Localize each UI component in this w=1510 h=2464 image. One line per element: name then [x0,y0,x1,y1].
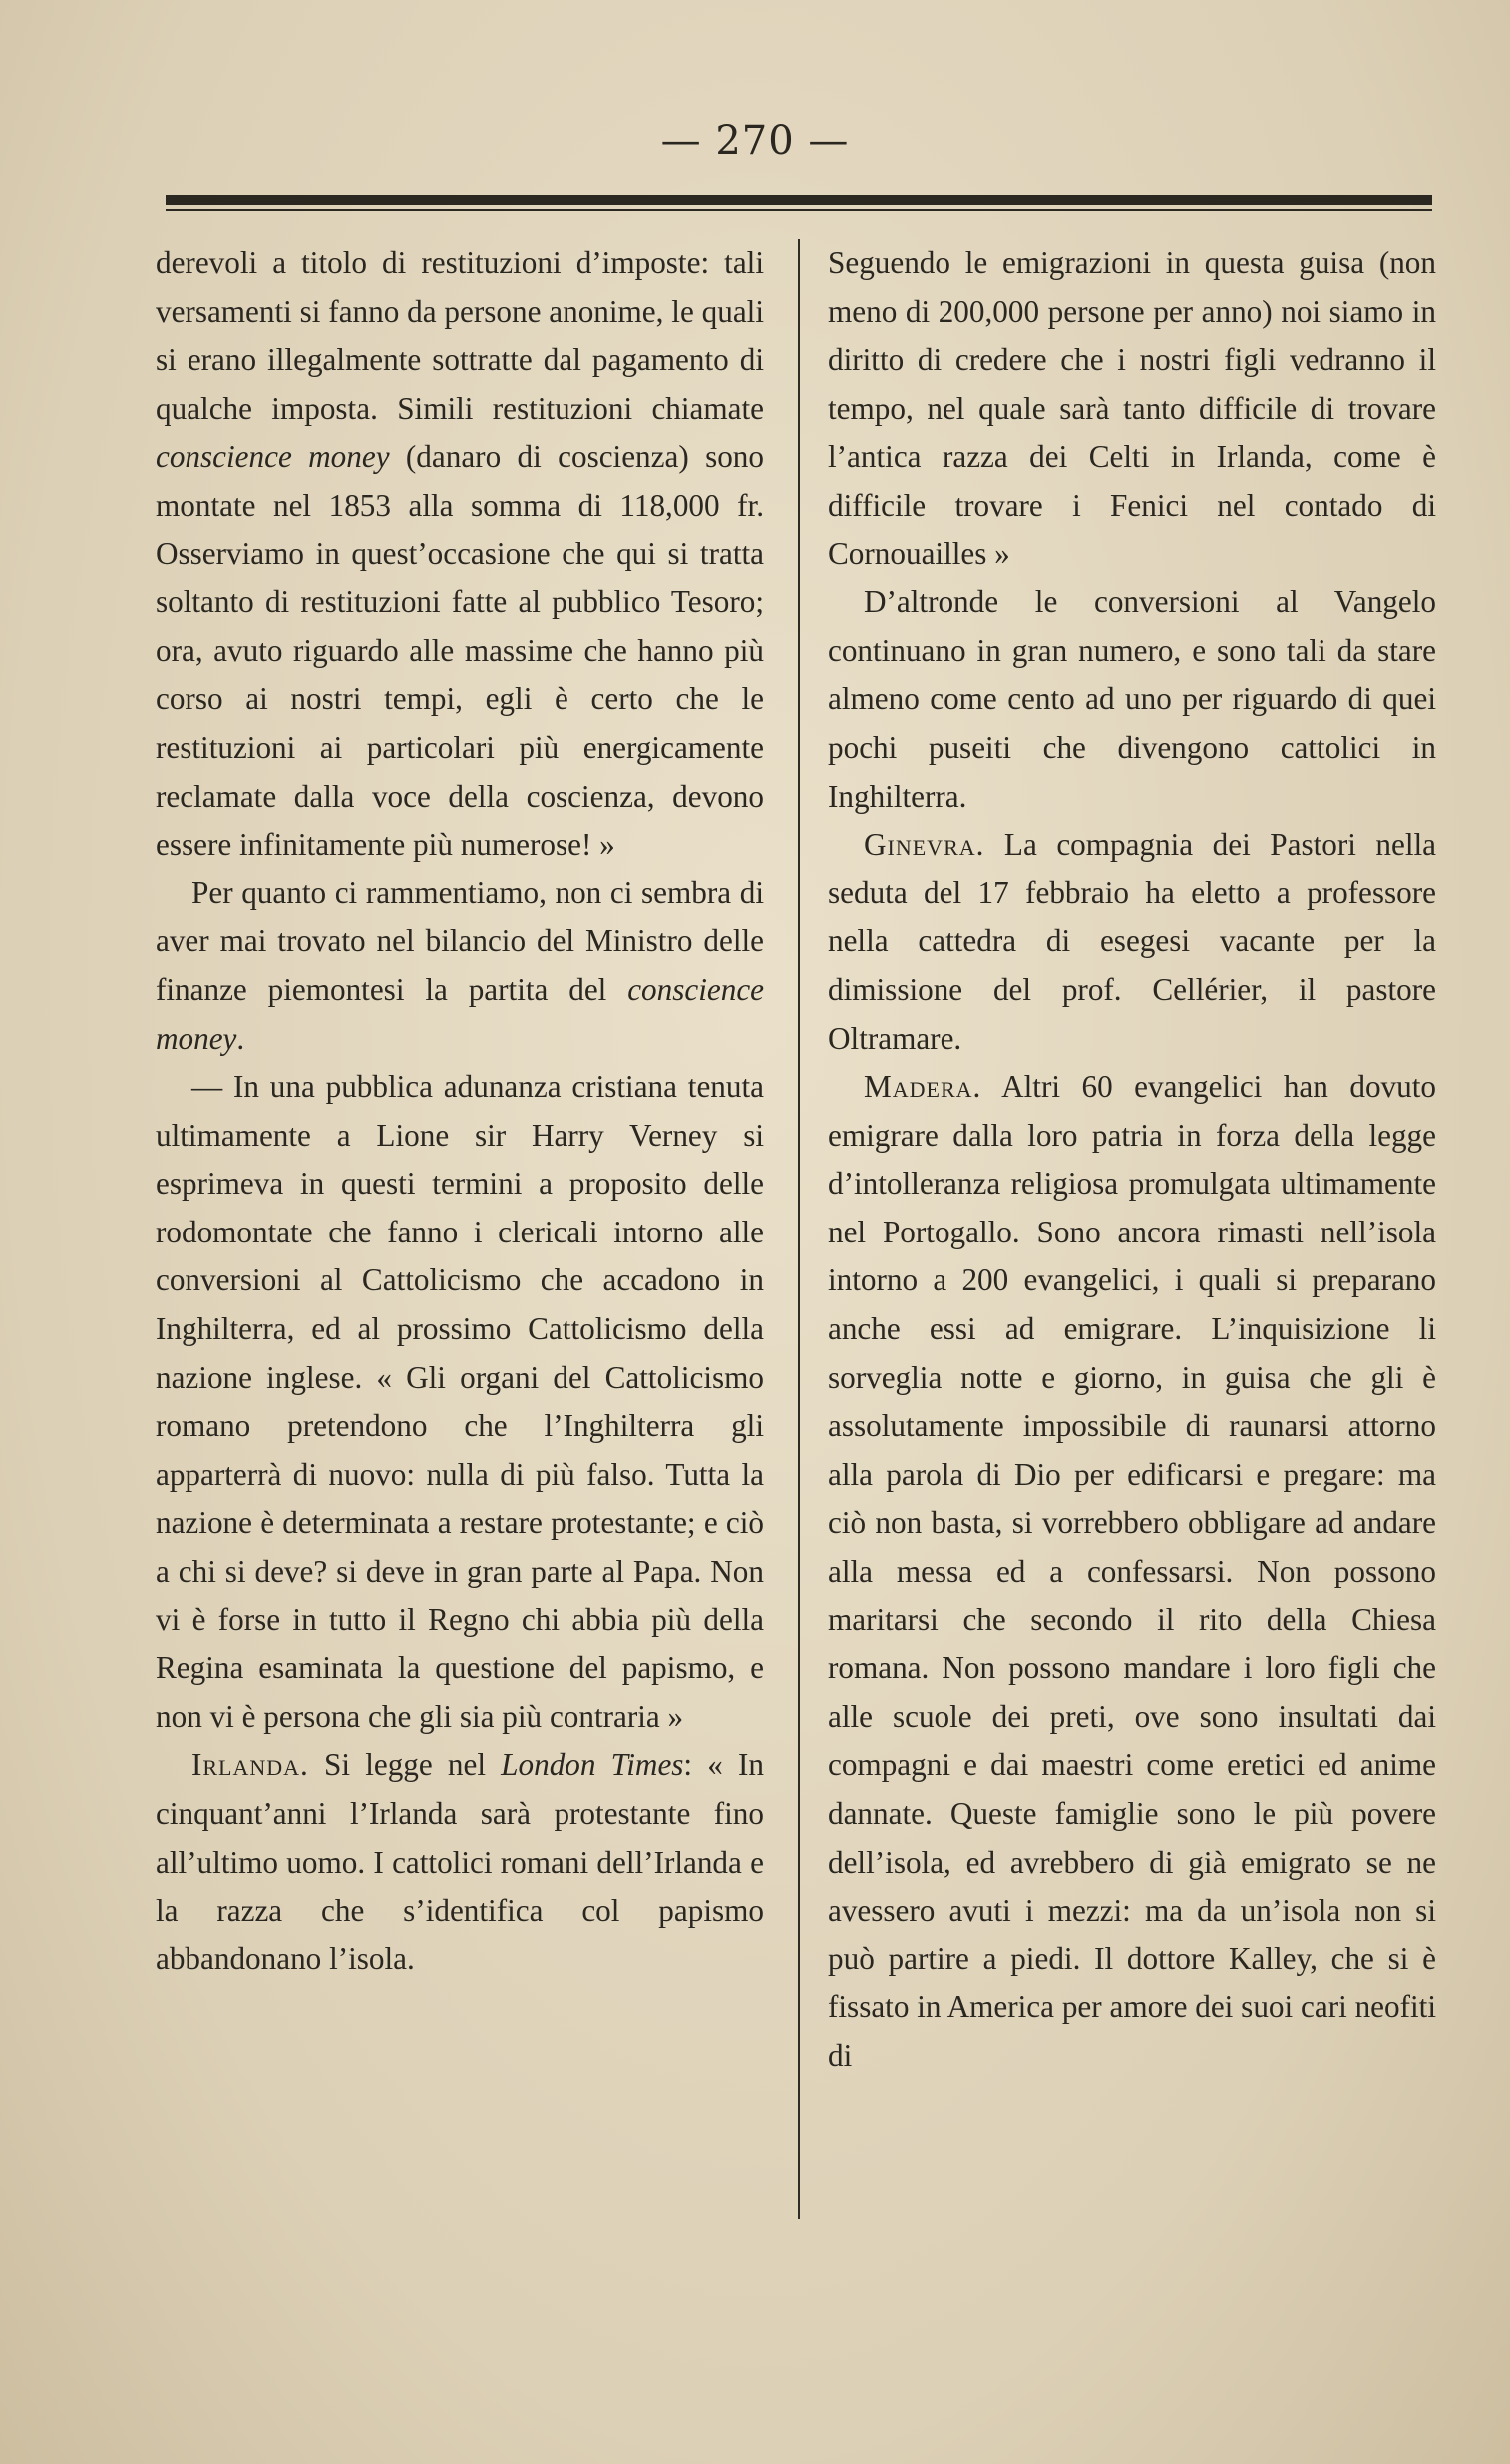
italic-title: London Times [501,1747,684,1783]
left-column [156,239,764,1983]
left-paragraph-4: Irlanda. Si legge nel London Times: « In cinquant’anni l’Irlanda sarà protestante fino all’ultimo uomo. I cattolici romani dell’Irlanda e la razza che s’identifica col papismo abbandonano l’isola. [156,1747,764,1976]
section-heading-ginevra: Ginevra. [864,827,985,863]
right-paragraph-2: D’altronde le conversioni al Vangelo continuano in gran numero, e sono tali da stare almeno come cento ad uno per riguardo di quei pochi puseiti che divengono cattolici in Inghilterra. [828,584,1436,814]
page-number: — 270 — [660,118,850,164]
section-heading-madera: Madera. [864,1069,982,1105]
right-column [828,239,1436,2081]
header-rule [166,195,1432,205]
right-paragraph-1: Seguendo le emigrazioni in questa guisa (non meno di 200,000 persone per anno) noi siamo in diritto di credere che i nostri figli vedranno il tempo, nel quale sarà tanto difficile di trovare l’antica razza dei Celti in Irlanda, come è difficile trovare i Fenici nel contado di Cornouailles » [828,245,1436,571]
column-divider [798,239,800,2219]
left-paragraph-1: derevoli a titolo di restituzioni d’imposte: tali versamenti si fanno da persone anonime, le quali si erano illegalmente sottratte dal pagamento di qualche imposta. Simili restituzioni chiamate conscience money (danaro di coscienza) sono montate nel 1853 alla somma di 118,000 fr. Osserviamo in quest’occasione che qui si tratta soltanto di restituzioni fatte al pubblico Tesoro; ora, avuto riguardo alle massime che hanno più corso ai nostri tempi, egli è certo che le restituzioni ai particolari più energicamente reclamate dalla voce della coscienza, devono essere infinitamente più numerose! » [156,245,764,863]
italic-term: conscience money [156,439,390,475]
right-paragraph-3: Ginevra. La compagnia dei Pastori nella seduta del 17 febbraio ha eletto a professore nella cattedra di esegesi vacante per la dimissione del prof. Cellérier, il pastore Oltramare. [828,827,1436,1056]
left-paragraph-3: — In una pubblica adunanza cristiana tenuta ultimamente a Lione sir Harry Verney si esprimeva in questi termini a proposito delle rodomontate che fanno i clericali intorno alle conversioni al Cattolicismo che accadono in Inghilterra, ed al prossimo Cattolicismo della nazione inglese. « Gli organi del Cattolicismo romano pretendono che l’Inghilterra gli apparterrà di nuovo: nulla di più falso. Tutta la nazione è determinata a restare protestante; e ciò a chi si deve? si deve in gran parte al Papa. Non vi è forse in tutto il Regno chi abbia più della Regina esaminata la questione del papismo, e non vi è persona che gli sia più contraria » [156,1069,764,1734]
right-paragraph-4: Madera. Altri 60 evangelici han dovuto emigrare dalla loro patria in forza della legge d’intolleranza religiosa promulgata ultimamente nel Portogallo. Sono ancora rimasti nell’isola intorno a 200 evangelici, i quali si preparano anche essi ad emigrare. L’inquisizione li sorveglia notte e giorno, in guisa che gli è assolutamente impossibile di raunarsi attorno alla parola di Dio per edificarsi e pregare: ma ciò non basta, si vorrebbero obbligare ad andare alla messa ed a confessarsi. Non possono maritarsi che secondo il rito della Chiesa romana. Non possono mandare i loro figli che alle scuole dei preti, ove sono insultati dai compagni e dai maestri come eretici ed anime dannate. Queste famiglie sono le più povere dell’isola, ed avrebbero di già emigrato se ne avessero avuti i mezzi: ma da un’isola non si può partire a piedi. Il dottore Kalley, che si è fissato in America per amore dei suoi cari neofiti di [828,1069,1436,2073]
left-paragraph-2: Per quanto ci rammentiamo, non ci sembra di aver mai trovato nel bilancio del Ministro delle finanze piemontesi la partita del conscience money. [156,875,764,1056]
italic-term: conscience money [156,971,764,1056]
section-heading-irlanda: Irlanda. [191,1747,309,1783]
